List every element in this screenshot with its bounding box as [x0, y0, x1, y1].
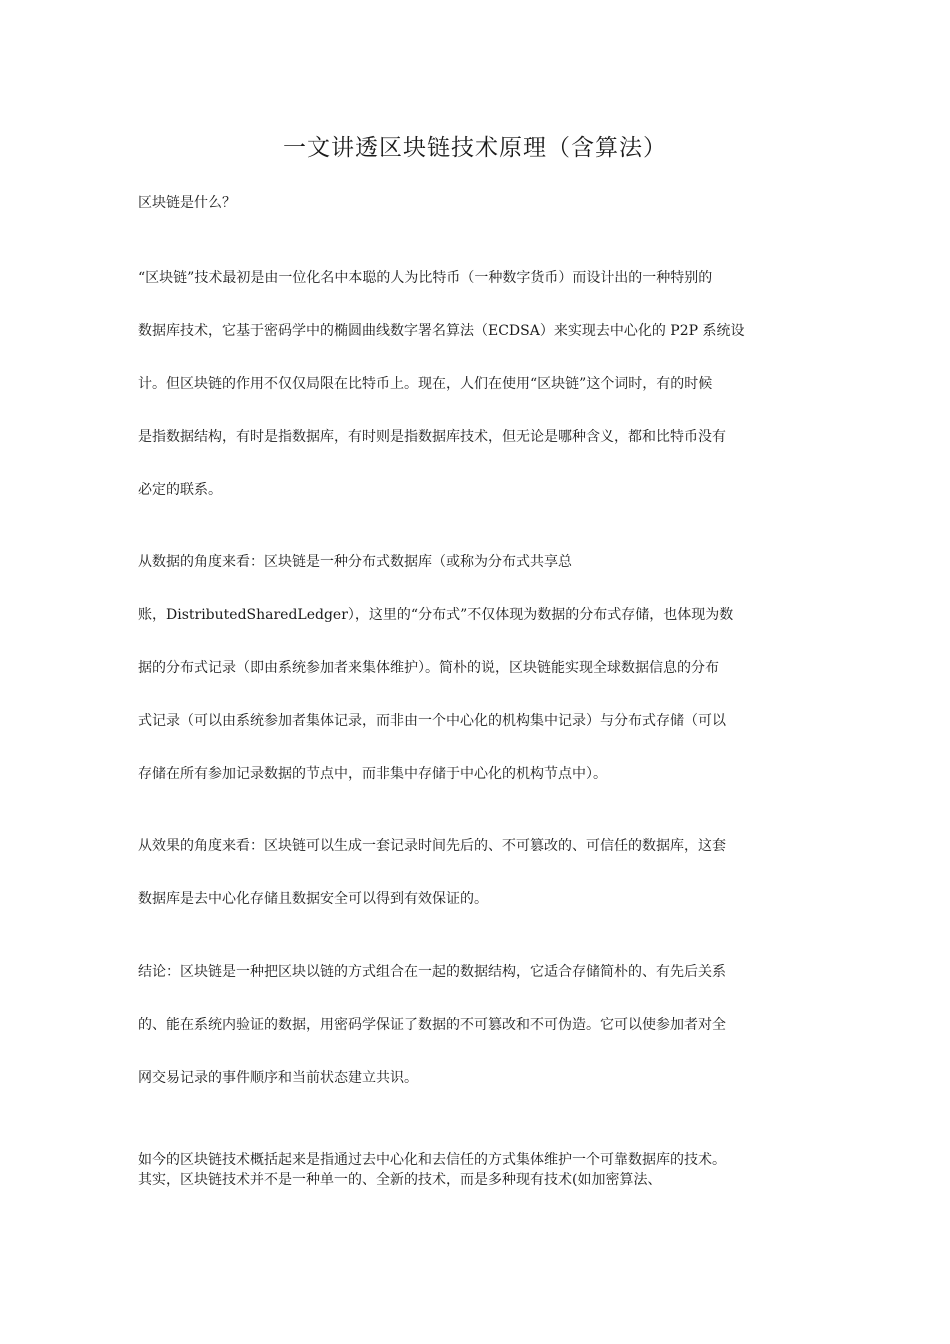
paragraph-line: 结论：区块链是一种把区块以链的方式组合在一起的数据结构，它适合存储简朴的、有先后关系 [138, 964, 726, 980]
paragraph-line: 从效果的角度来看：区块链可以生成一套记录时间先后的、不可篡改的、可信任的数据库，这套 [138, 838, 726, 854]
paragraph-line: 如今的区块链技术概括起来是指通过去中心化和去信任的方式集体维护一个可靠数据库的技术。 [138, 1152, 726, 1168]
section-heading: 区块链是什么？ [138, 195, 236, 211]
document-title: 一文讲透区块链技术原理（含算法） [283, 135, 667, 161]
paragraph-line: 账，DistributedSharedLedger），这里的“分布式”不仅体现为数据的分布式存储，也体现为数 [138, 607, 734, 623]
paragraph-line: 存储在所有参加记录数据的节点中，而非集中存储于中心化的机构节点中）。 [138, 766, 607, 782]
paragraph-line: 从数据的角度来看：区块链是一种分布式数据库（或称为分布式共享总 [138, 554, 572, 570]
paragraph-line: 是指数据结构，有时是指数据库，有时则是指数据库技术，但无论是哪种含义，都和比特币没有 [138, 429, 726, 445]
paragraph-line: 据的分布式记录（即由系统参加者来集体维护）。简朴的说，区块链能实现全球数据信息的分布 [138, 660, 719, 676]
paragraph-line: 必定的联系。 [138, 482, 222, 498]
paragraph-line: 数据库技术，它基于密码学中的椭圆曲线数字署名算法（ECDSA）来实现去中心化的 P2P 系统设 [138, 323, 745, 339]
paragraph-line: 计。但区块链的作用不仅仅局限在比特币上。现在，人们在使用“区块链”这个词时，有的时候 [138, 376, 713, 392]
paragraph-line: 的、能在系统内验证的数据，用密码学保证了数据的不可篡改和不可伪造。它可以使参加者对全 [138, 1017, 726, 1033]
paragraph-line: 网交易记录的事件顺序和当前状态建立共识。 [138, 1070, 418, 1086]
paragraph-line: “区块链”技术最初是由一位化名中本聪的人为比特币（一种数字货币）而设计出的一种特别的 [138, 270, 713, 286]
paragraph-line: 数据库是去中心化存储且数据安全可以得到有效保证的。 [138, 891, 488, 907]
paragraph-line: 式记录（可以由系统参加者集体记录，而非由一个中心化的机构集中记录）与分布式存储（可以 [138, 713, 726, 729]
paragraph-line: 其实，区块链技术并不是一种单一的、全新的技术，而是多种现有技术(如加密算法、 [138, 1172, 662, 1188]
